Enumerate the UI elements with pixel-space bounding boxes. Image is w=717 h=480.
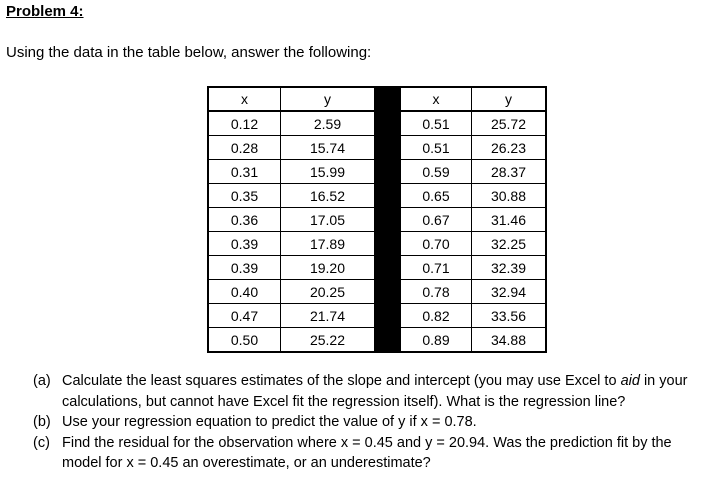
question-a (33, 371, 715, 412)
cell-x-left: 0.31 (208, 160, 281, 184)
problem-title: Problem 4: (6, 3, 84, 20)
cell-y-right: 33.56 (472, 304, 547, 328)
cell-y-left: 25.22 (281, 328, 375, 353)
cell-x-left: 0.12 (208, 111, 281, 136)
problem-intro: Using the data in the table below, answer the following: (6, 44, 372, 61)
cell-x-left: 0.36 (208, 208, 281, 232)
cell-x-left: 0.35 (208, 184, 281, 208)
cell-y-right: 32.39 (472, 256, 547, 280)
table-row (208, 256, 546, 280)
column-separator (375, 87, 401, 111)
question-label: (c) (33, 434, 50, 451)
cell-y-right: 30.88 (472, 184, 547, 208)
question-text: Calculate the least squares estimates of the slope and intercept (you may use Excel to aid in your calculations, but cannot have Excel fit the regression itself). What is the regression line? (62, 373, 688, 410)
column-separator (375, 232, 401, 256)
cell-y-left: 19.20 (281, 256, 375, 280)
cell-x-left: 0.39 (208, 256, 281, 280)
cell-x-right: 0.51 (401, 136, 472, 160)
column-separator (375, 136, 401, 160)
emphasis-text: aid (620, 373, 640, 389)
cell-y-right: 32.94 (472, 280, 547, 304)
cell-x-right: 0.82 (401, 304, 472, 328)
header-y-left: y (281, 87, 375, 111)
column-separator (375, 184, 401, 208)
cell-y-right: 28.37 (472, 160, 547, 184)
cell-x-right: 0.70 (401, 232, 472, 256)
question-text: Use your regression equation to predict the value of y if x = 0.78. (62, 414, 477, 430)
cell-x-right: 0.67 (401, 208, 472, 232)
cell-x-right: 0.51 (401, 111, 472, 136)
question-label: (a) (33, 373, 51, 389)
cell-x-right: 0.89 (401, 328, 472, 353)
cell-x-right: 0.78 (401, 280, 472, 304)
cell-y-left: 20.25 (281, 280, 375, 304)
cell-x-left: 0.47 (208, 304, 281, 328)
cell-x-left: 0.50 (208, 328, 281, 353)
cell-y-right: 31.46 (472, 208, 547, 232)
table-row (208, 208, 546, 232)
cell-x-right: 0.71 (401, 256, 472, 280)
cell-x-right: 0.59 (401, 160, 472, 184)
cell-y-left: 15.99 (281, 160, 375, 184)
table-row (208, 232, 546, 256)
table-row (208, 111, 546, 136)
cell-y-right: 32.25 (472, 232, 547, 256)
table-row (208, 184, 546, 208)
cell-y-left: 17.05 (281, 208, 375, 232)
column-separator (375, 160, 401, 184)
cell-y-left: 16.52 (281, 184, 375, 208)
table-header-row (208, 87, 546, 111)
table-row (208, 136, 546, 160)
question-b (33, 412, 715, 433)
table-row (208, 328, 546, 353)
column-separator (375, 208, 401, 232)
cell-y-right: 26.23 (472, 136, 547, 160)
column-separator (375, 280, 401, 304)
question-label: (b) (33, 414, 51, 430)
table-row (208, 280, 546, 304)
cell-y-left: 15.74 (281, 136, 375, 160)
cell-y-left: 2.59 (281, 111, 375, 136)
question-text: Find the residual for the observation where x = 0.45 and y = 20.94. Was the prediction fit by the model for x = 0.45 an overestimate, or an underestimate? (62, 434, 672, 471)
data-table (207, 86, 547, 353)
cell-x-left: 0.40 (208, 280, 281, 304)
column-separator (375, 111, 401, 136)
cell-y-right: 25.72 (472, 111, 547, 136)
table-row (208, 160, 546, 184)
column-separator (375, 304, 401, 328)
cell-x-left: 0.28 (208, 136, 281, 160)
question-c (33, 433, 715, 474)
cell-y-left: 17.89 (281, 232, 375, 256)
question-list (33, 371, 715, 474)
cell-x-right: 0.65 (401, 184, 472, 208)
cell-y-right: 34.88 (472, 328, 547, 353)
table-row (208, 304, 546, 328)
header-x-right: x (401, 87, 472, 111)
column-separator (375, 328, 401, 353)
header-x-left: x (208, 87, 281, 111)
header-y-right: y (472, 87, 547, 111)
cell-x-left: 0.39 (208, 232, 281, 256)
cell-y-left: 21.74 (281, 304, 375, 328)
column-separator (375, 256, 401, 280)
